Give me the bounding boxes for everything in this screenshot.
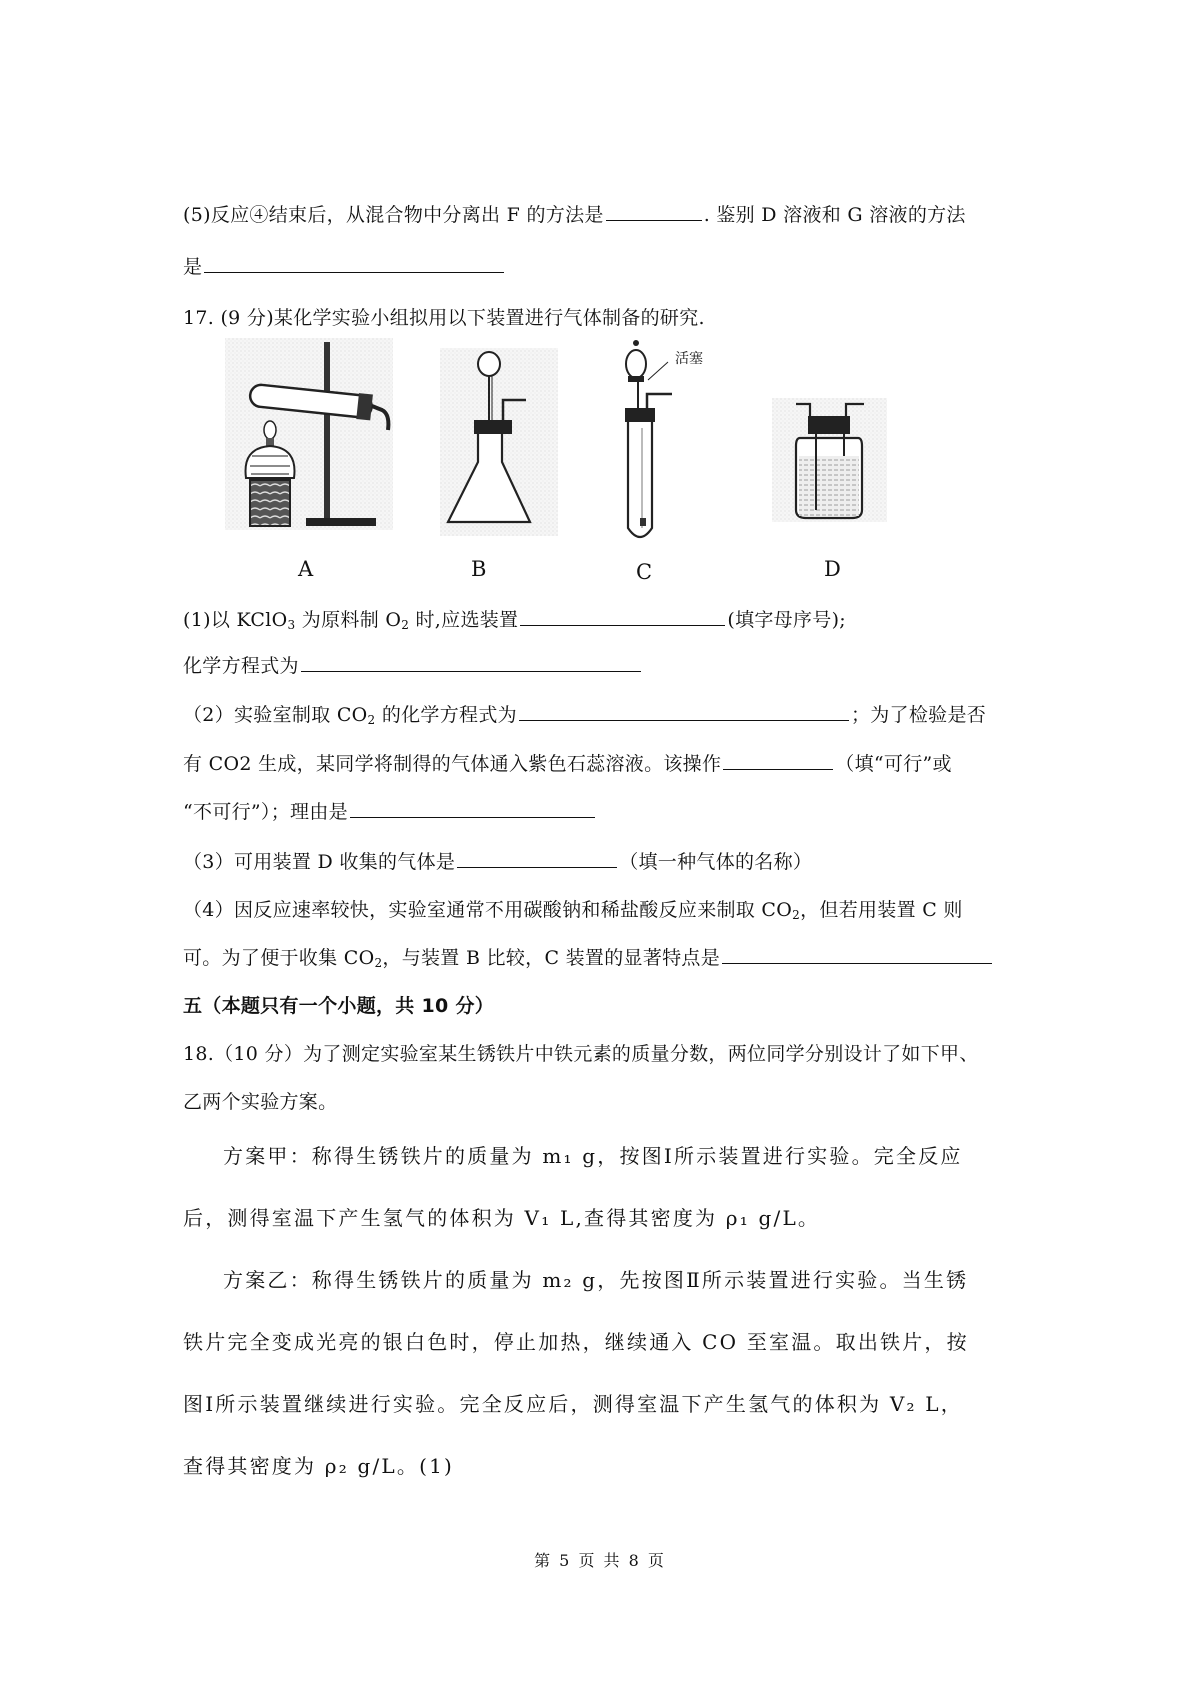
q17-part1-line2: 化学方程式为 xyxy=(183,651,643,678)
plan-jia-line1: 方案甲：称得生锈铁片的质量为 m₁ g，按图Ⅰ所示装置进行实验。完全反应 xyxy=(223,1144,963,1168)
section-heading: 五（本题只有一个小题，共 10 分） xyxy=(183,995,495,1017)
apparatus-a xyxy=(225,338,393,530)
q17-part2-line1: （2）实验室制取 $CO_2$ 的化学方程式为 ；为了检验是否 xyxy=(183,704,987,727)
q17-part3: （3）可用装置 D 收集的气体是 （填一种气体的名称） xyxy=(183,851,813,873)
answer-blank[interactable] xyxy=(606,202,702,221)
label-d: D xyxy=(824,557,841,581)
stopcock-label: 活塞 xyxy=(675,351,703,367)
answer-blank[interactable] xyxy=(520,607,725,626)
page-footer: 第 5 页 共 8 页 xyxy=(534,1551,666,1570)
label-c: C xyxy=(636,560,653,584)
label-b: B xyxy=(471,557,487,581)
apparatus-c xyxy=(625,340,672,537)
answer-blank[interactable] xyxy=(457,849,617,868)
plan-jia-line2: 后，测得室温下产生氢气的体积为 V₁ L,查得其密度为 ρ₁ g/L。 xyxy=(183,1206,821,1230)
q18-line2: 乙两个实验方案。 xyxy=(183,1091,338,1113)
label-a: A xyxy=(298,557,314,581)
q16-part5-line1: (5)反应④结束后，从混合物中分离出 F 的方法是 . 鉴别 D 溶液和 G 溶液的方法 xyxy=(183,204,966,226)
answer-blank[interactable] xyxy=(722,945,992,964)
answer-blank[interactable] xyxy=(350,799,595,818)
q18-line1: 18.（10 分）为了测定实验室某生锈铁片中铁元素的质量分数，两位同学分别设计了如下甲、 xyxy=(183,1043,979,1065)
apparatus-b xyxy=(440,348,558,536)
plan-yi-line1: 方案乙：称得生锈铁片的质量为 m₂ g，先按图Ⅱ所示装置进行实验。当生锈 xyxy=(223,1268,969,1292)
q16-part5-line2: 是 xyxy=(183,252,506,279)
apparatus-d xyxy=(772,398,887,522)
q17-part4-line1: （4）因反应速率较快，实验室通常不用碳酸钠和稀盐酸反应来制取 $CO_2$，但若用装置 C 则 xyxy=(183,899,963,922)
q17-part1-line1: (1)以 KClO$_3$ 为原料制 $O_2$ 时,应选装置 (填字母序号); xyxy=(183,609,846,632)
answer-blank[interactable] xyxy=(519,702,849,721)
plan-yi-line3: 图Ⅰ所示装置继续进行实验。完全反应后，测得室温下产生氢气的体积为 V₂ L， xyxy=(183,1392,963,1416)
answer-blank[interactable] xyxy=(301,653,641,672)
answer-blank[interactable] xyxy=(204,254,504,273)
q17-part2-line2: 有 CO2 生成，某同学将制得的气体通入紫色石蕊溶液。该操作 （填“可行”或 xyxy=(183,753,952,775)
plan-yi-line2: 铁片完全变成光亮的银白色时，停止加热，继续通入 CO 至室温。取出铁片，按 xyxy=(183,1330,969,1354)
apparatus-figure xyxy=(0,338,1200,588)
q17-part2-line3: “不可行”）；理由是 xyxy=(183,797,597,824)
answer-blank[interactable] xyxy=(723,751,833,770)
q17-part4-line2: 可。为了便于收集 $CO_2$，与装置 B 比较，C 装置的显著特点是 xyxy=(183,943,994,970)
plan-yi-line4: 查得其密度为 ρ₂ g/L。(1) xyxy=(183,1454,455,1478)
q17-title: 17. (9 分)某化学实验小组拟用以下装置进行气体制备的研究. xyxy=(183,307,705,329)
